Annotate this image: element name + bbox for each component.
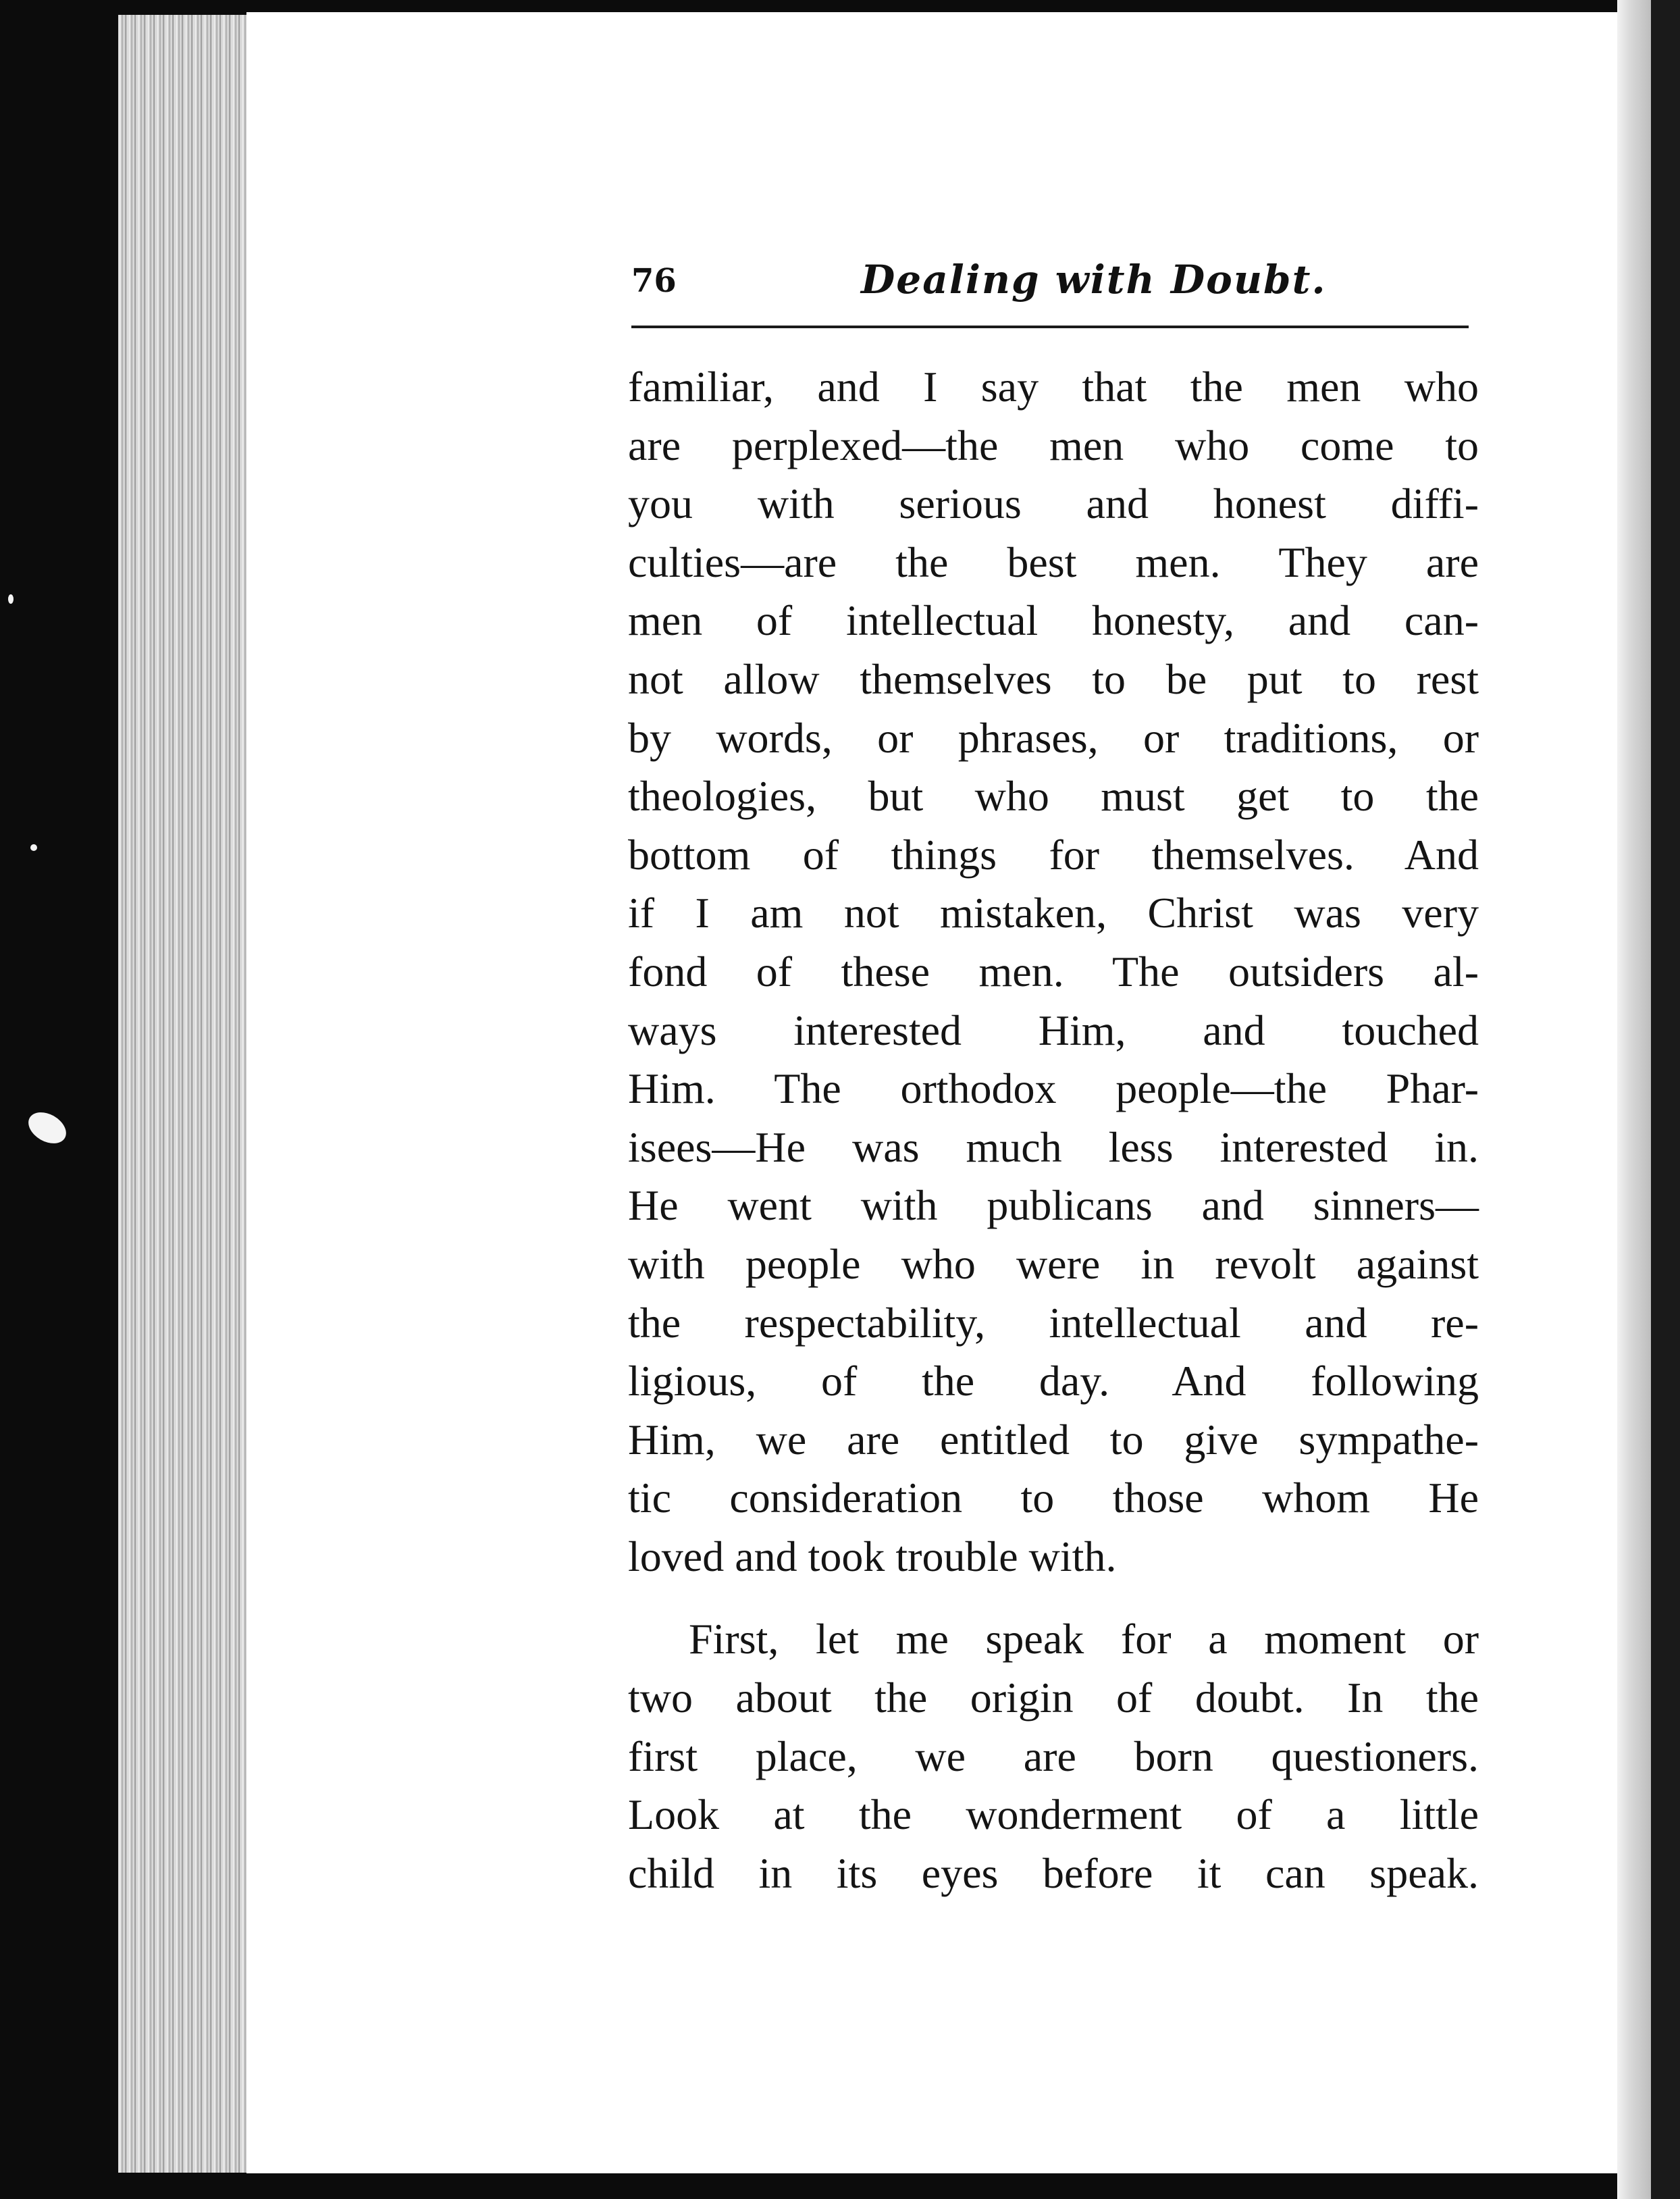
scan-shadow — [1651, 0, 1680, 2199]
text-line: ligious, of the day. And following — [628, 1357, 1479, 1405]
text-line: you with serious and honest diffi- — [628, 480, 1479, 528]
facing-page-edge — [1617, 0, 1651, 2199]
text-line: if I am not mistaken, Christ was very — [628, 889, 1479, 937]
paragraph — [628, 358, 1479, 1586]
body-text — [628, 358, 1479, 1903]
text-line: He went with publicans and sinners— — [628, 1181, 1479, 1230]
running-head — [631, 257, 1469, 317]
text-line: men of intellectual honesty, and can- — [628, 596, 1479, 645]
text-line: with people who were in revolt against — [628, 1239, 1479, 1288]
book-page-edges — [118, 15, 252, 2173]
text-line: loved and took trouble with. — [628, 1532, 1117, 1580]
text-line: Him, we are entitled to give sympathe- — [628, 1415, 1479, 1464]
text-line: isees—He was much less interested in. — [628, 1122, 1479, 1171]
text-line: First, let me speak for a moment or — [689, 1615, 1479, 1663]
text-line: fond of these men. The outsiders al- — [628, 947, 1479, 995]
text-line: are perplexed—the men who come to — [628, 421, 1479, 469]
text-line: familiar, and I say that the men who — [628, 363, 1479, 411]
text-line: bottom of things for themselves. And — [628, 830, 1479, 879]
text-line: child in its eyes before it can speak. — [628, 1848, 1479, 1897]
paragraph-gap — [628, 1586, 1479, 1610]
running-title: Dealing with Doubt. — [861, 257, 1327, 303]
header-rule — [631, 326, 1469, 328]
text-line: two about the origin of doubt. In the — [628, 1674, 1479, 1722]
scan-speck — [8, 594, 14, 604]
text-line: theologies, but who must get to the — [628, 772, 1479, 821]
text-line: the respectability, intellectual and re- — [628, 1298, 1479, 1347]
text-line: Look at the wonderment of a little — [628, 1790, 1479, 1839]
text-line: tic consideration to those whom He — [628, 1474, 1479, 1522]
page-number: 76 — [631, 262, 677, 300]
text-line: ways interested Him, and touched — [628, 1006, 1479, 1054]
text-line: culties—are the best men. They are — [628, 538, 1479, 586]
scan-speck — [23, 1106, 72, 1150]
text-line: by words, or phrases, or traditions, or — [628, 713, 1479, 762]
text-line: first place, we are born questioners. — [628, 1732, 1479, 1780]
scan-speck — [30, 844, 37, 851]
text-line: not allow themselves to be put to rest — [628, 654, 1479, 703]
text-line: Him. The orthodox people—the Phar- — [628, 1064, 1479, 1113]
paragraph — [628, 1610, 1479, 1903]
